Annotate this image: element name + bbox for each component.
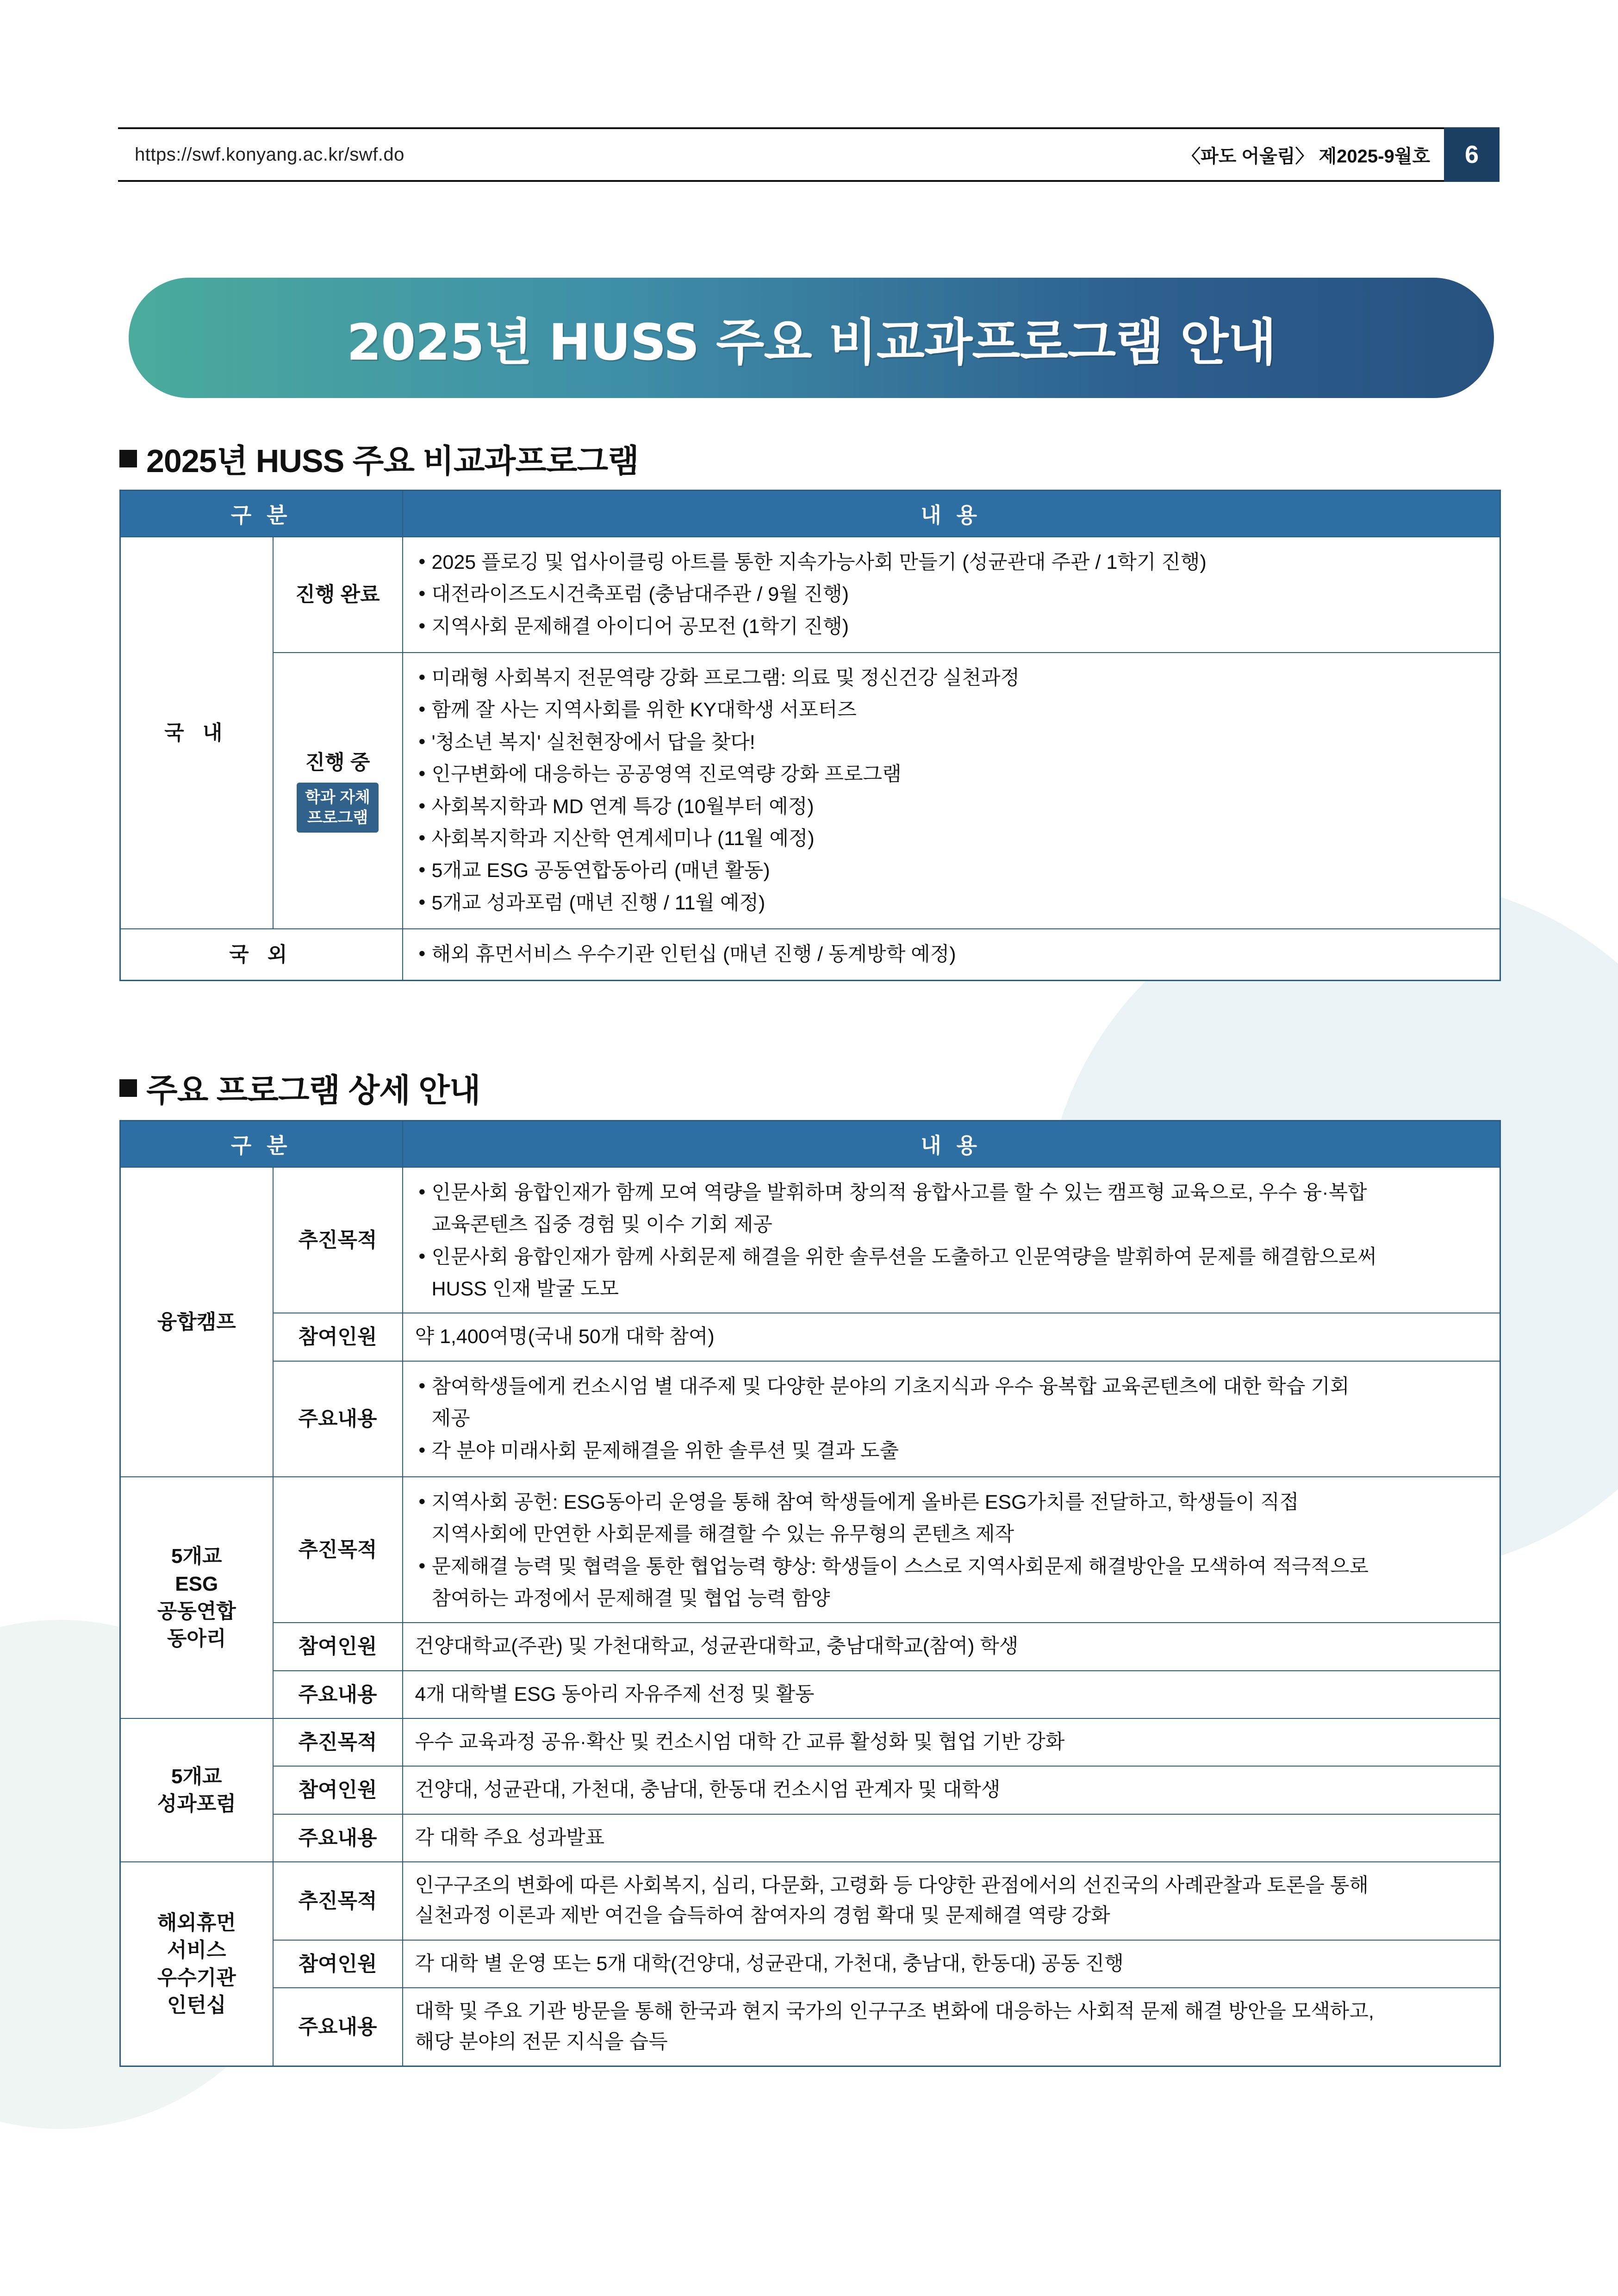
text-line: 실천과정 이론과 제반 여건을 습득하여 참여자의 경험 확대 및 문제해결 역량 강화 bbox=[415, 1904, 1110, 1927]
cell-details-overseas-internship bbox=[403, 1988, 1500, 2066]
column-header-content: 내 용 bbox=[403, 491, 1500, 537]
cell-region-overseas: 국 외 bbox=[120, 929, 403, 981]
page-number-badge: 6 bbox=[1444, 127, 1500, 182]
list-item: • 5개교 ESG 공동연합동아리 (매년 활동) bbox=[415, 856, 1488, 886]
table-row bbox=[120, 1671, 1500, 1718]
cell-row-label-details: 주요내용 bbox=[273, 1814, 403, 1862]
text-line: 인구구조의 변화에 따른 사회복지, 심리, 다문화, 고령화 등 다양한 관점에서의 선진국의 사례관찰과 토론을 통해 bbox=[415, 1874, 1369, 1897]
cell-ongoing-items bbox=[403, 653, 1500, 929]
square-bullet-icon bbox=[119, 1079, 137, 1097]
table-row bbox=[120, 537, 1500, 653]
list-item: • 참여학생들에게 컨소시엄 별 대주제 및 다양한 분야의 기초지식과 우수 융복합 교육콘텐츠에 대한 학습 기회 bbox=[415, 1372, 1488, 1402]
cell-row-label-purpose: 추진목적 bbox=[273, 1718, 403, 1766]
column-header-content: 내 용 bbox=[403, 1121, 1500, 1168]
list-item: • 지역사회 공헌: ESG동아리 운영을 통해 참여 학생들에게 올바른 ESG가치를 전달하고, 학생들이 직접 bbox=[415, 1487, 1488, 1518]
cell-status-completed: 진행 완료 bbox=[273, 537, 403, 653]
section-heading-label: 주요 프로그램 상세 안내 bbox=[146, 1072, 480, 1108]
status-ongoing-label: 진행 중 bbox=[305, 751, 370, 774]
list-item-continuation: 제공 bbox=[431, 1407, 470, 1430]
list-item: • 2025 플로깅 및 업사이클링 아트를 통한 지속가능사회 만들기 (성균관대 주관 / 1학기 진행) bbox=[415, 548, 1488, 578]
table-row bbox=[120, 1313, 1500, 1361]
page-header bbox=[118, 127, 1500, 182]
cell-row-label-participants: 참여인원 bbox=[273, 1766, 403, 1814]
text-line: 해당 분야의 전문 지식을 습득 bbox=[415, 2030, 668, 2053]
cell-participants-outcome-forum: 건양대, 성균관대, 가천대, 충남대, 한동대 컨소시엄 관계자 및 대학생 bbox=[403, 1766, 1500, 1814]
table-row bbox=[120, 929, 1500, 981]
table-row bbox=[120, 653, 1500, 929]
table-row bbox=[120, 1862, 1500, 1940]
list-item: • 사회복지학과 MD 연계 특강 (10월부터 예정) bbox=[415, 792, 1488, 822]
section-heading-details bbox=[119, 1064, 480, 1111]
list-item: • 인문사회 융합인재가 함께 사회문제 해결을 위한 솔루션을 도출하고 인문역량을 발휘하여 문제를 해결함으로써 bbox=[415, 1242, 1488, 1272]
cell-program-name-esg-club: 5개교 ESG 공동연합 동아리 bbox=[120, 1477, 273, 1718]
list-item: • 함께 잘 사는 지역사회를 위한 KY대학생 서포터즈 bbox=[415, 695, 1488, 725]
cell-row-label-participants: 참여인원 bbox=[273, 1313, 403, 1361]
table-row bbox=[120, 1766, 1500, 1814]
square-bullet-icon bbox=[119, 450, 137, 467]
table-row bbox=[120, 1361, 1500, 1477]
status-badge-department-program: 학과 자체 프로그램 bbox=[297, 783, 379, 833]
table-row bbox=[120, 1814, 1500, 1862]
list-item: • '청소년 복지' 실천현장에서 답을 찾다! bbox=[415, 728, 1488, 758]
cell-status-ongoing bbox=[273, 653, 403, 929]
cell-row-label-details: 주요내용 bbox=[273, 1988, 403, 2066]
list-item: • 인구변화에 대응하는 공공영역 진로역량 강화 프로그램 bbox=[415, 759, 1488, 790]
cell-details-esg-club: 4개 대학별 ESG 동아리 자유주제 선정 및 활동 bbox=[403, 1671, 1500, 1718]
cell-row-label-participants: 참여인원 bbox=[273, 1623, 403, 1670]
cell-details-fusion-camp bbox=[403, 1361, 1500, 1477]
table-huss-programs bbox=[119, 490, 1501, 981]
cell-participants-fusion-camp: 약 1,400여명(국내 50개 대학 참여) bbox=[403, 1313, 1500, 1361]
table-row bbox=[120, 1623, 1500, 1670]
list-item: • 해외 휴먼서비스 우수기관 인턴십 (매년 진행 / 동계방학 예정) bbox=[415, 940, 1488, 970]
column-header-category: 구 분 bbox=[120, 491, 403, 537]
cell-overseas-items bbox=[403, 929, 1500, 981]
cell-row-label-purpose: 추진목적 bbox=[273, 1167, 403, 1313]
title-banner bbox=[129, 278, 1494, 398]
cell-purpose-esg-club bbox=[403, 1477, 1500, 1623]
page-title: 2025년 HUSS 주요 비교과프로그램 안내 bbox=[347, 313, 1276, 372]
cell-purpose-overseas-internship bbox=[403, 1862, 1500, 1940]
list-item: • 사회복지학과 지산학 연계세미나 (11월 예정) bbox=[415, 824, 1488, 854]
cell-completed-items bbox=[403, 537, 1500, 653]
list-item-continuation: 교육콘텐츠 집중 경험 및 이수 기회 제공 bbox=[431, 1213, 772, 1236]
table-row bbox=[120, 1988, 1500, 2066]
cell-row-label-purpose: 추진목적 bbox=[273, 1862, 403, 1940]
list-item: • 지역사회 문제해결 아이디어 공모전 (1학기 진행) bbox=[415, 612, 1488, 642]
list-item: • 미래형 사회복지 전문역량 강화 프로그램: 의료 및 정신건강 실천과정 bbox=[415, 663, 1488, 693]
cell-row-label-participants: 참여인원 bbox=[273, 1940, 403, 1988]
cell-row-label-purpose: 추진목적 bbox=[273, 1477, 403, 1623]
list-item: • 인문사회 융합인재가 함께 모여 역량을 발휘하며 창의적 융합사고를 할 수 있는 캠프형 교육으로, 우수 융·복합 bbox=[415, 1178, 1488, 1208]
cell-participants-overseas-internship: 각 대학 별 운영 또는 5개 대학(건양대, 성균관대, 가천대, 충남대, 한동대) 공동 진행 bbox=[403, 1940, 1500, 1988]
cell-details-outcome-forum: 각 대학 주요 성과발표 bbox=[403, 1814, 1500, 1862]
list-item: • 대전라이즈도시건축포럼 (충남대주관 / 9월 진행) bbox=[415, 579, 1488, 610]
section-heading-label: 2025년 HUSS 주요 비교과프로그램 bbox=[146, 443, 639, 479]
header-issue-label: 〈파도 어울림〉 제2025-9월호 bbox=[1182, 146, 1430, 167]
list-item-continuation: HUSS 인재 발굴 도모 bbox=[431, 1278, 619, 1300]
text-line: 대학 및 주요 기관 방문을 통해 한국과 현지 국가의 인구구조 변화에 대응하는 사회적 문제 해결 방안을 모색하고, bbox=[415, 2000, 1374, 2023]
cell-program-name-fusion-camp: 융합캠프 bbox=[120, 1167, 273, 1477]
header-url[interactable]: https://swf.konyang.ac.kr/swf.do bbox=[135, 144, 404, 165]
table-header-row bbox=[120, 1121, 1500, 1168]
cell-region-domestic: 국 내 bbox=[120, 537, 273, 929]
list-item: • 각 분야 미래사회 문제해결을 위한 솔루션 및 결과 도출 bbox=[415, 1436, 1488, 1466]
table-row bbox=[120, 1477, 1500, 1623]
column-header-category: 구 분 bbox=[120, 1121, 403, 1168]
list-item-continuation: 지역사회에 만연한 사회문제를 해결할 수 있는 유무형의 콘텐츠 제작 bbox=[431, 1523, 1014, 1546]
cell-program-name-outcome-forum: 5개교 성과포럼 bbox=[120, 1718, 273, 1862]
cell-row-label-details: 주요내용 bbox=[273, 1671, 403, 1718]
table-header-row bbox=[120, 491, 1500, 537]
section-heading-programs bbox=[119, 435, 639, 482]
table-row bbox=[120, 1718, 1500, 1766]
list-item-continuation: 참여하는 과정에서 문제해결 및 협업 능력 함양 bbox=[431, 1587, 830, 1610]
table-row bbox=[120, 1167, 1500, 1313]
cell-participants-esg-club: 건양대학교(주관) 및 가천대학교, 성균관대학교, 충남대학교(참여) 학생 bbox=[403, 1623, 1500, 1670]
table-row bbox=[120, 1940, 1500, 1988]
list-item: • 문제해결 능력 및 협력을 통한 협업능력 향상: 학생들이 스스로 지역사회문제 해결방안을 모색하여 적극적으로 bbox=[415, 1552, 1488, 1582]
cell-program-name-overseas-internship: 해외휴먼 서비스 우수기관 인턴십 bbox=[120, 1862, 273, 2066]
cell-purpose-fusion-camp bbox=[403, 1167, 1500, 1313]
table-program-details bbox=[119, 1120, 1501, 2067]
cell-purpose-outcome-forum: 우수 교육과정 공유·확산 및 컨소시엄 대학 간 교류 활성화 및 협업 기반 강화 bbox=[403, 1718, 1500, 1766]
cell-row-label-details: 주요내용 bbox=[273, 1361, 403, 1477]
list-item: • 5개교 성과포럼 (매년 진행 / 11월 예정) bbox=[415, 888, 1488, 918]
